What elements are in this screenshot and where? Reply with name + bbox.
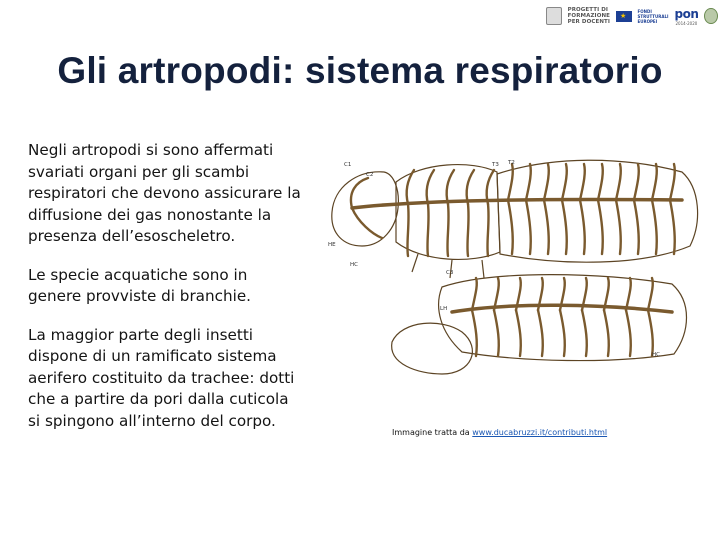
trachea-branch-4	[544, 164, 549, 200]
figure-label-c3: C3	[446, 270, 454, 276]
insect-tracheal-system-illustration	[322, 142, 704, 384]
figure-label-c1: C1	[344, 162, 352, 168]
figure-label-he: HE	[328, 242, 336, 248]
header-logos	[546, 2, 718, 30]
figure-label-lh: LH	[440, 306, 448, 312]
logo-text-line2: FORMAZIONE	[567, 13, 611, 19]
trachea-branch-25	[447, 204, 448, 256]
eu-flag-icon	[616, 11, 632, 22]
trachea-branch-29	[487, 204, 488, 256]
trachea-branch-12	[616, 164, 621, 200]
trachea-branch-2	[526, 164, 531, 200]
trachea-branch-10	[598, 164, 603, 200]
trachea-branch-17	[652, 200, 657, 254]
figure-label-c2: C2	[366, 172, 374, 178]
trachea-branch-47	[648, 310, 653, 356]
caption-link[interactable]: www.ducabruzzi.it/contributi.html	[472, 428, 608, 437]
insect-leg-1	[412, 254, 418, 272]
trachea-branch-0	[508, 164, 513, 200]
trachea-branch-27	[467, 204, 468, 256]
trachea-branch-35	[516, 310, 521, 356]
image-caption	[392, 428, 607, 437]
pon-logo	[674, 7, 698, 26]
trachea-branch-41	[582, 310, 587, 356]
trachea-branch-15	[634, 200, 639, 254]
insect-head-outline	[332, 172, 399, 246]
trachea-branch-24	[447, 170, 454, 204]
trachea-branch-45	[626, 310, 631, 356]
paragraph-1: Negli artropodi si sono affermati svariati organi per gli scambi respiratori che devono assicurare la diffusione dei gas nonostante la presenza dell’esoscheletro.	[28, 141, 301, 245]
trachea-branch-48	[351, 178, 368, 208]
pon-years: 2014-2020	[675, 20, 698, 26]
figure-label-hc2: HC	[652, 352, 660, 358]
insect-gut-outline	[392, 323, 473, 374]
caption-prefix: Immagine tratta da	[392, 428, 473, 437]
pon-label: pon	[674, 6, 699, 21]
slide-body	[28, 140, 303, 449]
logo-text-line1: PROGETTI DI	[567, 7, 609, 13]
slide-title: Gli artropodi: sistema respiratorio	[57, 50, 663, 91]
trachea-branch-26	[467, 170, 474, 204]
trachea-branch-23	[427, 204, 428, 256]
region-emblem-icon	[704, 8, 718, 24]
trachea-branch-39	[560, 310, 565, 356]
trachea-branch-46	[648, 278, 653, 310]
trachea-branch-6	[562, 164, 567, 200]
trachea-branch-33	[494, 310, 499, 356]
republic-emblem-icon	[546, 7, 562, 25]
trachea-branch-37	[538, 310, 543, 356]
trachea-branch-19	[670, 200, 675, 254]
trachea-branch-43	[604, 310, 609, 356]
insect-leg-3	[482, 260, 484, 278]
trachea-branch-14	[634, 164, 639, 200]
logo-text-line3: PER DOCENTI	[567, 19, 611, 25]
figure-label-t2: T2	[508, 160, 515, 166]
figure-label-t3: T3	[492, 162, 499, 168]
logo-text-block	[568, 7, 610, 25]
figure-label-hc1: HC	[350, 262, 358, 268]
fondi-line3: EUROPEI	[637, 18, 658, 24]
trachea-branch-30	[472, 278, 477, 310]
trachea-branch-7	[562, 200, 567, 254]
trachea-branch-21	[407, 204, 408, 256]
trachea-branch-13	[616, 200, 621, 254]
paragraph-3: La maggior parte degli insetti dispone di un ramificato sistema aerifero costituito da trachee: dotti che a partire da pori dalla cuticola si spingono all’interno del corpo.	[28, 325, 295, 430]
trachea-branch-49	[352, 208, 382, 238]
trachea-branch-3	[526, 200, 531, 254]
fondi-text-block	[638, 9, 669, 24]
fondi-line1: FONDI	[637, 8, 652, 14]
trachea-branch-16	[652, 164, 657, 200]
fondi-line2: STRUTTURALI	[637, 13, 669, 19]
trachea-main-trunk	[352, 199, 682, 208]
trachea-branch-44	[626, 278, 631, 310]
paragraph-2: Le specie acquatiche sono in genere provviste di branchie.	[28, 265, 251, 305]
trachea-branch-11	[598, 200, 603, 254]
trachea-branch-5	[544, 200, 549, 254]
trachea-branch-1	[508, 200, 513, 254]
trachea-branch-8	[580, 164, 585, 200]
trachea-branch-9	[580, 200, 585, 254]
trachea-branch-22	[427, 170, 434, 204]
